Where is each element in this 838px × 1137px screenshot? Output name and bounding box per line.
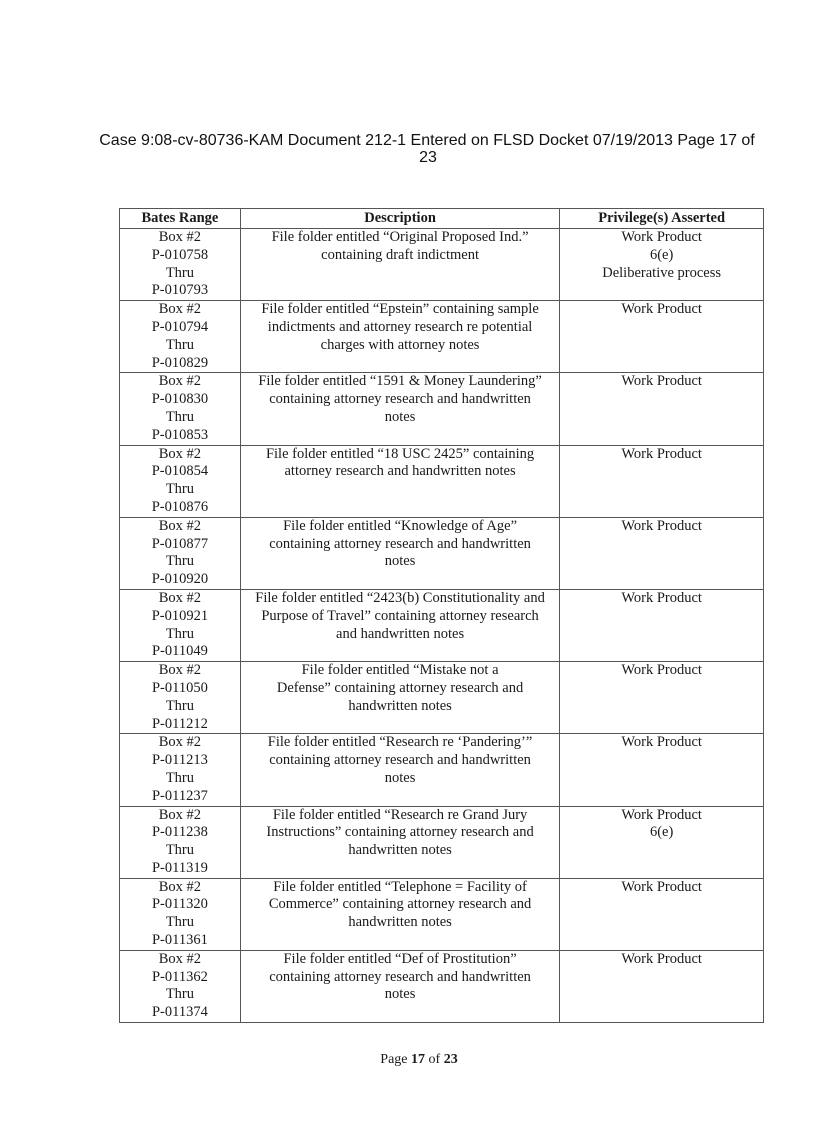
bates-range-cell (120, 301, 241, 373)
privilege-cell (560, 950, 764, 1022)
bates-line: Thru (165, 336, 194, 353)
description-line: File folder entitled “2423(b) Constitutionality and (255, 589, 545, 606)
bates-line: Box #2 (158, 373, 202, 390)
privilege-line: 6(e) (649, 824, 674, 841)
table-row (120, 950, 764, 1022)
bates-line: Thru (165, 553, 194, 570)
description-line: File folder entitled “Research re ‘Pandering’” (267, 734, 533, 751)
privilege-cell (560, 662, 764, 734)
description-line: notes (384, 769, 416, 786)
description-cell (240, 662, 559, 734)
table-row (120, 589, 764, 661)
privilege-cell (560, 734, 764, 806)
table-body (120, 229, 764, 1023)
description-line: containing draft indictment (321, 246, 479, 263)
description-line: Defense” containing attorney research and (276, 679, 524, 696)
description-line: attorney research and handwritten notes (284, 463, 516, 480)
description-cell (240, 373, 559, 445)
description-line: notes (384, 408, 416, 425)
column-header-bates-range: Bates Range (120, 209, 241, 229)
table-row (120, 517, 764, 589)
description-line: Purpose of Travel” containing attorney research (261, 607, 539, 624)
bates-line: P-011319 (151, 859, 208, 876)
table-row (120, 373, 764, 445)
bates-range-cell (120, 950, 241, 1022)
description-line: notes (384, 986, 416, 1003)
bates-line: Box #2 (158, 229, 202, 245)
bates-line: P-010876 (151, 498, 209, 515)
bates-line: Thru (165, 842, 194, 859)
description-line: handwritten notes (348, 697, 452, 714)
description-line: File folder entitled “Telephone = Facility of (273, 878, 527, 895)
bates-line: Thru (165, 481, 194, 498)
bates-range-cell (120, 229, 241, 301)
bates-line: P-011361 (151, 932, 208, 949)
privilege-line: Deliberative process (602, 264, 722, 281)
privilege-line: Work Product (621, 589, 702, 606)
description-cell (240, 445, 559, 517)
case-header-line-2: 23 (419, 149, 437, 166)
privilege-line: 6(e) (649, 246, 674, 263)
description-cell (240, 517, 559, 589)
privilege-line: Work Product (621, 878, 702, 895)
description-line: handwritten notes (348, 842, 452, 859)
privilege-cell (560, 806, 764, 878)
privilege-line: Work Product (621, 373, 702, 390)
bates-line: P-010793 (151, 282, 209, 299)
table-row (120, 445, 764, 517)
table-header-row (120, 209, 764, 229)
bates-line: Box #2 (158, 589, 202, 606)
table-row (120, 878, 764, 950)
table-row (120, 662, 764, 734)
privilege-cell (560, 517, 764, 589)
bates-line: Box #2 (158, 950, 202, 967)
bates-line: P-010877 (151, 535, 209, 552)
privilege-line: Work Product (621, 229, 702, 245)
column-header-privileges: Privilege(s) Asserted (560, 209, 764, 229)
privilege-cell (560, 589, 764, 661)
bates-line: P-011237 (151, 787, 208, 804)
privilege-cell (560, 878, 764, 950)
bates-line: P-011212 (151, 715, 208, 732)
privilege-line: Work Product (621, 734, 702, 751)
bates-line: P-010853 (151, 426, 209, 443)
bates-range-cell (120, 589, 241, 661)
case-header-line-1: Case 9:08-cv-80736-KAM Document 212-1 Entered on FLSD Docket 07/19/2013 Page 17 of (99, 132, 755, 149)
bates-line: P-011213 (151, 752, 208, 769)
bates-line: P-010854 (151, 463, 209, 480)
bates-line: P-011374 (151, 1004, 208, 1021)
table-row (120, 301, 764, 373)
bates-line: Thru (165, 625, 194, 642)
column-header-description: Description (240, 209, 559, 229)
table-row (120, 806, 764, 878)
description-line: Commerce” containing attorney research and (268, 896, 532, 913)
description-line: containing attorney research and handwritten (269, 968, 531, 985)
description-cell (240, 229, 559, 301)
bates-line: P-011049 (151, 643, 208, 660)
description-line: containing attorney research and handwritten (269, 535, 531, 552)
footer-of: of (425, 1052, 444, 1067)
bates-line: Thru (165, 697, 194, 714)
bates-line: P-010920 (151, 571, 209, 588)
bates-line: Box #2 (158, 301, 202, 318)
description-cell (240, 950, 559, 1022)
case-header (0, 132, 838, 166)
bates-range-cell (120, 373, 241, 445)
bates-line: Box #2 (158, 734, 202, 751)
bates-line: Thru (165, 914, 194, 931)
bates-range-cell (120, 734, 241, 806)
privilege-line: Work Product (621, 301, 702, 318)
bates-line: P-011050 (151, 679, 208, 696)
description-line: containing attorney research and handwritten (269, 752, 531, 769)
bates-line: P-010829 (151, 354, 209, 371)
bates-line: Box #2 (158, 878, 202, 895)
bates-line: Thru (165, 264, 194, 281)
privilege-line: Work Product (621, 517, 702, 534)
bates-range-cell (120, 445, 241, 517)
bates-line: Thru (165, 986, 194, 1003)
bates-line: P-010830 (151, 391, 209, 408)
description-line: File folder entitled “Knowledge of Age” (283, 517, 518, 534)
footer-page-number: 17 (411, 1052, 426, 1067)
privilege-log-table (119, 208, 764, 1023)
description-cell (240, 589, 559, 661)
description-line: charges with attorney notes (320, 336, 480, 353)
footer-page-total: 23 (443, 1052, 458, 1067)
description-line: File folder entitled “Research re Grand Jury (272, 806, 528, 823)
bates-line: Thru (165, 408, 194, 425)
privilege-line: Work Product (621, 445, 702, 462)
description-line: File folder entitled “18 USC 2425” containing (265, 445, 535, 462)
page-footer (0, 1052, 838, 1068)
bates-line: P-010758 (151, 246, 209, 263)
bates-line: Thru (165, 769, 194, 786)
privilege-line: Work Product (621, 806, 702, 823)
description-cell (240, 806, 559, 878)
description-line: File folder entitled “1591 & Money Laundering” (258, 373, 542, 390)
privilege-cell (560, 373, 764, 445)
description-line: File folder entitled “Def of Prostitution” (283, 950, 517, 967)
description-line: containing attorney research and handwritten (269, 391, 531, 408)
bates-line: P-010921 (151, 607, 209, 624)
description-line: File folder entitled “Mistake not a (301, 662, 499, 679)
privilege-cell (560, 445, 764, 517)
footer-prefix: Page (380, 1052, 412, 1067)
bates-range-cell (120, 662, 241, 734)
description-line: File folder entitled “Epstein” containing sample (261, 301, 539, 318)
description-line: and handwritten notes (336, 625, 465, 642)
privilege-cell (560, 229, 764, 301)
description-cell (240, 878, 559, 950)
privilege-line: Work Product (621, 662, 702, 679)
description-cell (240, 301, 559, 373)
bates-range-cell (120, 878, 241, 950)
description-line: handwritten notes (348, 914, 452, 931)
description-line: File folder entitled “Original Proposed Ind.” (271, 229, 529, 245)
bates-line: P-011238 (151, 824, 208, 841)
bates-line: Box #2 (158, 445, 202, 462)
description-cell (240, 734, 559, 806)
bates-range-cell (120, 517, 241, 589)
bates-line: Box #2 (158, 517, 202, 534)
table-row (120, 734, 764, 806)
bates-range-cell (120, 806, 241, 878)
bates-line: P-011362 (151, 968, 208, 985)
bates-line: P-011320 (151, 896, 208, 913)
bates-line: Box #2 (158, 662, 202, 679)
privilege-cell (560, 301, 764, 373)
description-line: indictments and attorney research re potential (267, 318, 533, 335)
table-row (120, 229, 764, 301)
description-line: notes (384, 553, 416, 570)
bates-line: P-010794 (151, 318, 209, 335)
bates-line: Box #2 (158, 806, 202, 823)
description-line: Instructions” containing attorney research and (266, 824, 534, 841)
privilege-line: Work Product (621, 950, 702, 967)
